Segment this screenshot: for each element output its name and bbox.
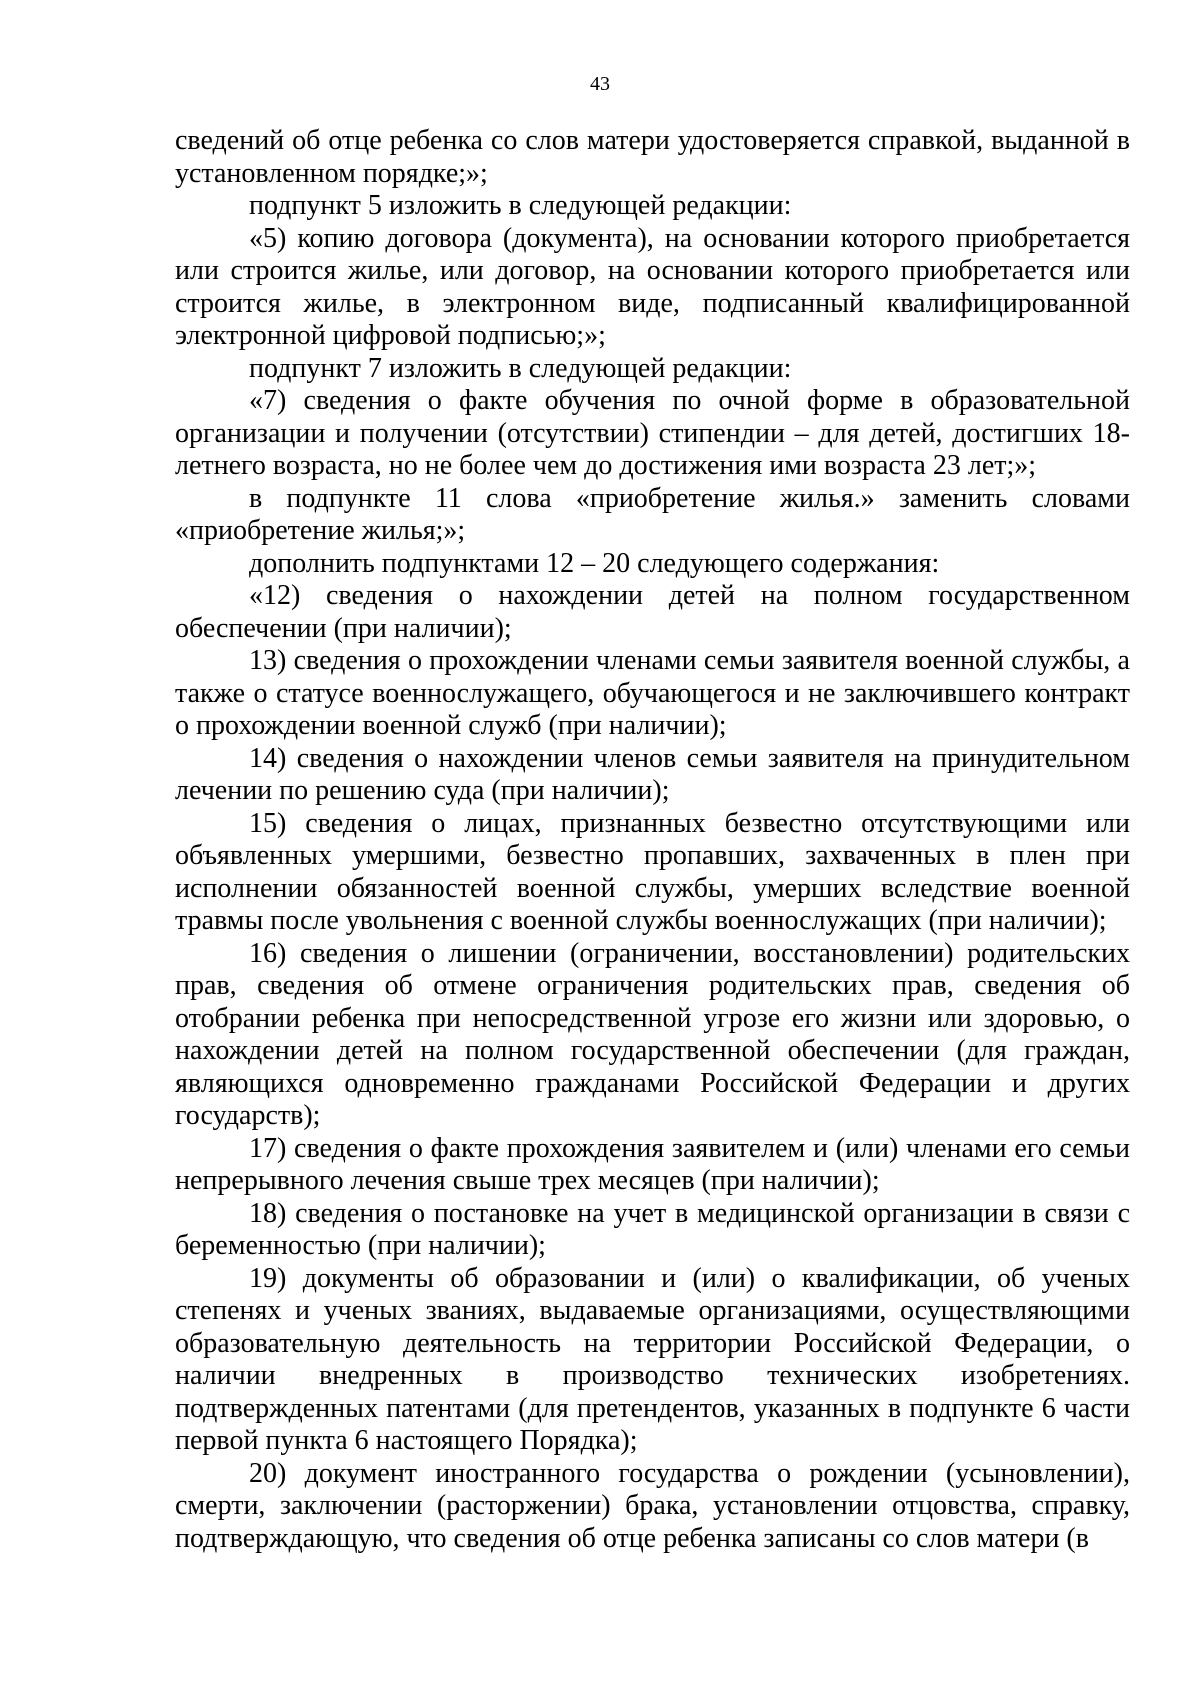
paragraph: подпункт 7 изложить в следующей редакции:	[249, 352, 792, 384]
paragraph: 18) сведения о постановке на учет в медицинской организации в связи с беременностью (при наличии);	[175, 1197, 1130, 1261]
paragraph: 19) документы об образовании и (или) о квалификации, об ученых степенях и ученых званиях, выдаваемые организациями, осуществляющими образовательную деятельность на территории Российской Федерации, о наличии внедренных в производство технических изобретениях. подтвержденных патентами (для претендентов, указанных в подпункте 6 части первой пункта 6 настоящего Порядка);	[175, 1262, 1130, 1456]
paragraph: 14) сведения о нахождении членов семьи заявителя на принудительном лечении по решению суда (при наличии);	[175, 742, 1130, 806]
document-body	[175, 125, 1130, 1555]
paragraph: 13) сведения о прохождении членами семьи заявителя военной службы, а также о статусе военнослужащего, обучающегося и не заключившего контракт о прохождении военной служб (при наличии);	[175, 645, 1130, 741]
paragraph: «7) сведения о факте обучения по очной форме в образовательной организации и получении (отсутствии) стипендии – для детей, достигших 18-летнего возраста, но не более чем до достижения ими возраста 23 лет;»;	[175, 385, 1130, 481]
paragraph: «5) копию договора (документа), на основании которого приобретается или строится жилье, или договор, на основании которого приобретается или строится жилье, в электронном виде, подписанный квалифицированной электронной цифровой подписью;»;	[175, 222, 1130, 351]
paragraph: 15) сведения о лицах, признанных безвестно отсутствующими или объявленных умершими, безвестно пропавших, захваченных в плен при исполнении обязанностей военной службы, умерших вследствие военной травмы после увольнения с военной службы военнослужащих (при наличии);	[175, 807, 1130, 936]
paragraph: дополнить подпунктами 12 – 20 следующего содержания:	[249, 547, 940, 579]
paragraph: подпункт 5 изложить в следующей редакции:	[249, 190, 792, 221]
paragraph: 17) сведения о факте прохождения заявителем и (или) членами его семьи непрерывного лечения свыше трех месяцев (при наличии);	[175, 1132, 1130, 1196]
paragraph: сведений об отце ребенка со слов матери удостоверяется справкой, выданной в установленном порядке;»;	[175, 125, 1130, 189]
paragraph: 20) документ иностранного государства о рождении (усыновлении), смерти, заключении (расторжении) брака, установлении отцовства, справку, подтверждающую, что сведения об отце ребенка записаны со слов матери (в	[175, 1457, 1130, 1554]
paragraph: «12) сведения о нахождении детей на полном государственном обеспечении (при наличии);	[175, 580, 1130, 644]
paragraph: 16) сведения о лишении (ограничении, восстановлении) родительских прав, сведения об отмене ограничения родительских прав, сведения об отобрании ребенка при непосредственной угрозе его жизни или здоровью, о нахождении детей на полном государственной обеспечении (для граждан, являющихся одновременно гражданами Российской Федерации и других государств);	[175, 937, 1130, 1131]
page-number: 43	[590, 73, 610, 95]
paragraph: в подпункте 11 слова «приобретение жилья.» заменить словами «приобретение жилья;»;	[175, 482, 1130, 546]
